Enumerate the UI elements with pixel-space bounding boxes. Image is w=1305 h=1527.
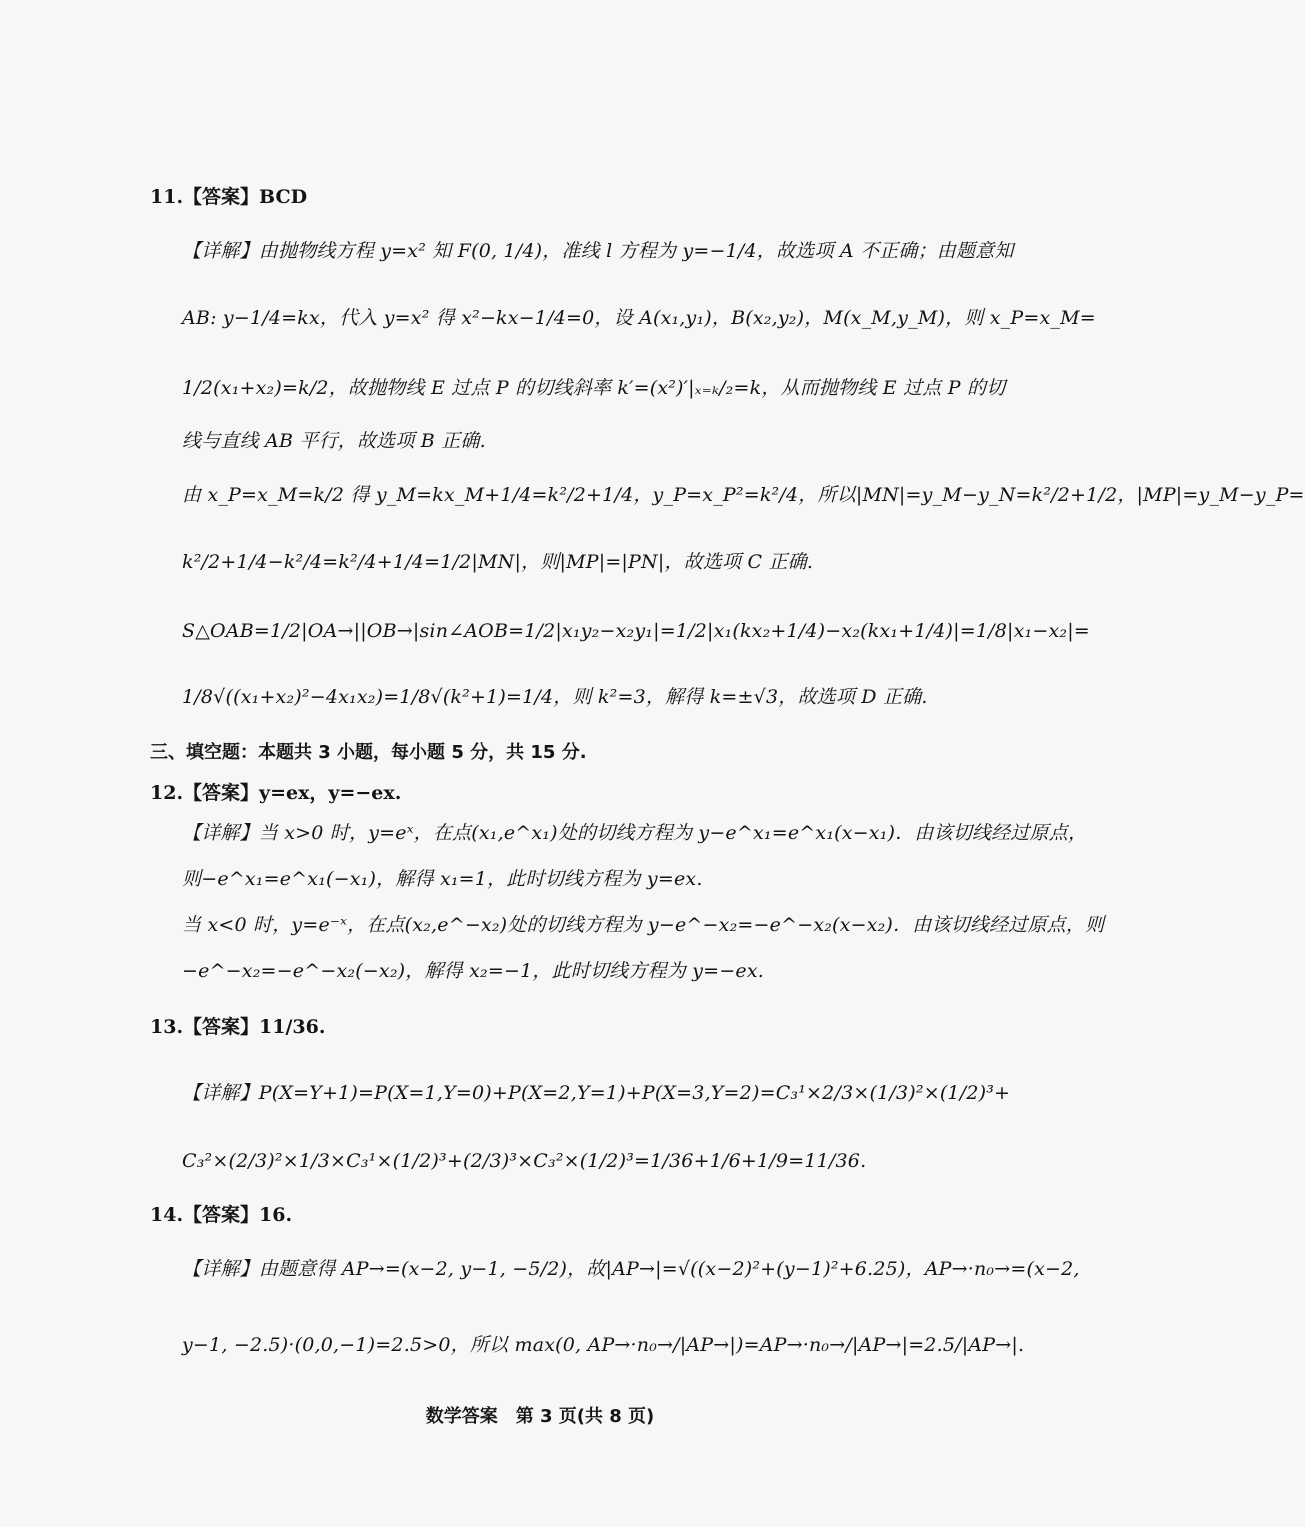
q11-detail-line-6: k²/2+1/4−k²/4=k²/4+1/4=1/2|MN|，则|MP|=|PN|，故选项 C 正确. bbox=[182, 551, 814, 573]
q11-detail-line-5: 由 x_P=x_M=k/2 得 y_M=kx_M+1/4=k²/2+1/4，y_P=x_P²=k²/4，所以|MN|=y_M−y_N=k²/2+1/2，|MP|=y_M−y_P= bbox=[182, 484, 1305, 506]
section-3-title: 三、填空题：本题共 3 小题，每小题 5 分，共 15 分. bbox=[150, 742, 587, 763]
q11-detail-line-2: AB: y−1/4=kx，代入 y=x² 得 x²−kx−1/4=0，设 A(x₁,y₁)，B(x₂,y₂)，M(x_M,y_M)，则 x_P=x_M= bbox=[182, 307, 1096, 329]
q11-detail-line-7: S△OAB=1/2|OA→||OB→|sin∠AOB=1/2|x₁y₂−x₂y₁|=1/2|x₁(kx₂+1/4)−x₂(kx₁+1/4)|=1/8|x₁−x₂|= bbox=[182, 620, 1090, 642]
q11-detail-line-4: 线与直线 AB 平行，故选项 B 正确. bbox=[182, 430, 486, 452]
q11-detail-line-8: 1/8√((x₁+x₂)²−4x₁x₂)=1/8√(k²+1)=1/4，则 k²=3，解得 k=±√3，故选项 D 正确. bbox=[182, 686, 928, 708]
q12-detail-line-1: 【详解】当 x>0 时，y=eˣ，在点(x₁,e^x₁)处的切线方程为 y−e^x₁=e^x₁(x−x₁)．由该切线经过原点， bbox=[182, 822, 1088, 844]
q12-detail-line-4: −e^−x₂=−e^−x₂(−x₂)，解得 x₂=−1，此时切线方程为 y=−ex. bbox=[182, 960, 764, 982]
page-footer: 数学答案 第 3 页(共 8 页) bbox=[425, 1406, 655, 1427]
q12-answer: 12.【答案】y=ex，y=−ex. bbox=[150, 782, 402, 804]
q13-detail-line-1: 【详解】P(X=Y+1)=P(X=1,Y=0)+P(X=2,Y=1)+P(X=3,Y=2)=C₃¹×2/3×(1/3)²×(1/2)³+ bbox=[182, 1082, 1011, 1104]
q12-detail-line-2: 则−e^x₁=e^x₁(−x₁)，解得 x₁=1，此时切线方程为 y=ex. bbox=[182, 868, 703, 890]
q14-detail-line-1: 【详解】由题意得 AP→=(x−2, y−1, −5/2)，故|AP→|=√((x−2)²+(y−1)²+6.25)，AP→·n₀→=(x−2, bbox=[182, 1258, 1080, 1280]
q11-answer: 11.【答案】BCD bbox=[150, 186, 308, 208]
q11-detail-line-3: 1/2(x₁+x₂)=k/2，故抛物线 E 过点 P 的切线斜率 k′=(x²)′|ₓ₌ₖ/₂=k，从而抛物线 E 过点 P 的切 bbox=[182, 377, 1006, 399]
q14-detail-line-2: y−1, −2.5)·(0,0,−1)=2.5>0，所以 max(0, AP→·n₀→/|AP→|)=AP→·n₀→/|AP→|=2.5/|AP→|. bbox=[182, 1334, 1025, 1356]
q14-answer: 14.【答案】16. bbox=[150, 1204, 293, 1226]
q11-detail-line-1: 【详解】由抛物线方程 y=x² 知 F(0, 1/4)，准线 l 方程为 y=−1/4，故选项 A 不正确；由题意知 bbox=[182, 240, 1014, 262]
q12-detail-line-3: 当 x<0 时，y=e⁻ˣ，在点(x₂,e^−x₂)处的切线方程为 y−e^−x₂=−e^−x₂(x−x₂)．由该切线经过原点，则 bbox=[182, 914, 1105, 936]
q13-detail-line-2: C₃²×(2/3)²×1/3×C₃¹×(1/2)³+(2/3)³×C₃²×(1/2)³=1/36+1/6+1/9=11/36. bbox=[182, 1150, 867, 1172]
q13-answer: 13.【答案】11/36. bbox=[150, 1016, 326, 1038]
